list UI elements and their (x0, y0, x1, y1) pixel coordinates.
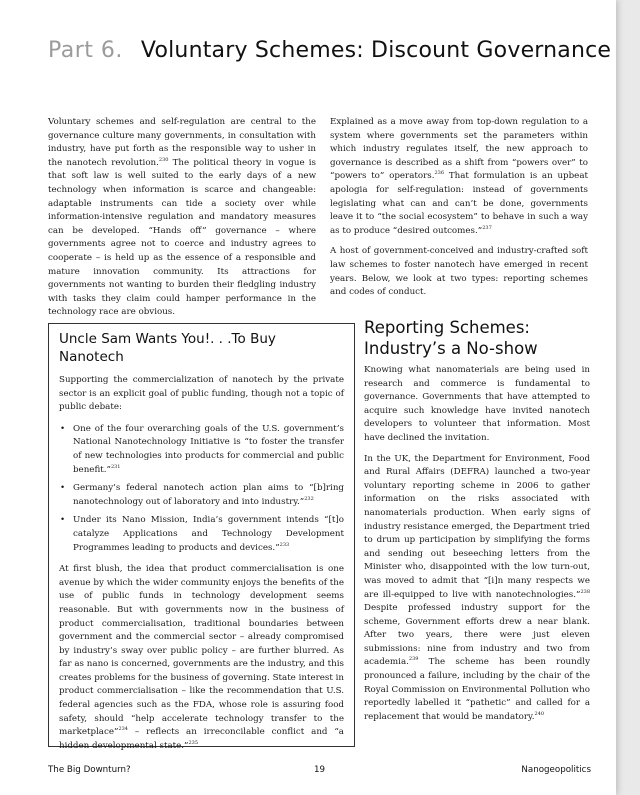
part-number: Part 6. (48, 38, 123, 63)
footnote-ref: 238 (580, 588, 590, 595)
list-item: • One of the four overarching goals of the U.S. government’s National Nanotechnology Initiative is “to foster the transfer of new technologies into products for commercial and public benefit.”$^{231}$ (60, 423, 344, 475)
footnote-ref: 237 (482, 224, 492, 231)
body-paragraph: In the UK, the Department for Environment, Food and Rural Affairs (DEFRA) launched a two-year voluntary reporting scheme in 2006 to gather information on the risks associated with nanomaterials production. When early signs of industry resistance emerged, the Department tried to drum up participation by simplifying the forms and sending out beseeching letters from the Minister who, disappointed with the low turn-out, was moved to admit that “[i]n many respects we are ill-equipped to live with nanotechnologies.”$^{238}$ Despite professed industry support for the scheme, Government efforts drew a near blank. After two years, there were just eleven submissions: nine from industry and two from academia.$^{239}$ The scheme has been roundly pronounced a failure, including by the chair of the Royal Commission on Environmental Pollution who reportedly labelled it “pathetic” and called for a replacement that would be mandatory.$^{240}$ (364, 453, 590, 722)
intro-right-column (330, 116, 588, 307)
footer-book-title: The Big Downturn? (48, 765, 131, 775)
footnote-ref: 230 (158, 156, 169, 163)
footnote-ref: 234 (118, 726, 128, 733)
footnote-ref: 235 (188, 739, 199, 746)
list-item: • Germany’s federal nanotech action plan aims to “[b]ring nanotechnology out of laboratory and into industry.”$^{232}$ (60, 483, 344, 507)
sidebar-box (48, 323, 355, 751)
intro-paragraph: Explained as a move away from top-down regulation to a system where governments set the parameters within which industry regulates itself, the new approach to governance is described as a shift from “powers over” to “powers to” operators.$^{236}$ That formulation is an upbeat apologia for self-regulation: instead of governments legislating what can and can’t be done, governments leave it to “the social ecosystem” to behave in such a way as to produce “desired outcomes.”$^{237}$ (330, 117, 588, 236)
footnote-ref: 231 (110, 463, 121, 470)
bullet-icon: • (60, 515, 66, 526)
intro-paragraph: Voluntary schemes and self-regulation are central to the governance culture many governments, in consultation with industry, have put forth as the responsible way to usher in the nanotech revolution.$^{230}$ The political theory in vogue is that soft law is well suited to the early days of a new technology when information is scarce and changeable: adaptable instruments can tide a society over while information-intensive regulation and mandatory measures can be developed. “Hands off” governance – where governments agree not to coerce and industry agrees to cooperate – is held up as the essence of a responsible and mature innovation community. Its attractions for governments not wanting to burden their fledgling industry with tasks they claim could hamper performance in the technology race are obvious. (48, 117, 317, 318)
footnote-ref: 236 (434, 170, 445, 177)
body-paragraph: Knowing what nanomaterials are being used in research and commerce is fundamental to governance. Governments that have attempted to acquire such knowledge have invited nanotech developers to volunteer that information. Most have declined the invitation. (364, 365, 590, 443)
list-item: • Under its Nano Mission, India’s government intends “[t]o catalyze Applications and Technology Development Programmes leading to products and devices.”$^{233}$ (60, 515, 344, 553)
footnote-ref: 232 (304, 495, 314, 502)
section-heading: Reporting Schemes: Industry’s a No-show (364, 318, 538, 358)
footer-publication: Nanogeopolitics (521, 765, 591, 775)
box-closing: At first blush, the idea that product commercialisation is one avenue by which the wider community enjoys the benefits of the use of public funds in technology development seems reasonable. But with governments now in the business of product commercialisation, traditional boundaries between government and the commercial sector – already compromised by industry’s sway over public policy – are further blurred. As far as nano is concerned, governments are the industry, and this creates problems for the business of governing. State interest in product commercialisation – like the recommendation that U.S. federal agencies such as the FDA, whose role is assuring food safety, should “help accelerate technology transfer to the marketplace”$^{234}$ – reflects an irreconcilable conflict and “a hidden developmental state.”$^{235}$ (59, 564, 344, 751)
page-footer (48, 765, 591, 779)
bullet-list (59, 423, 344, 555)
reporting-column (364, 364, 590, 731)
footnote-ref: 240 (534, 710, 545, 717)
bullet-icon: • (60, 483, 66, 494)
intro-left-column (48, 116, 316, 327)
page-number: 19 (314, 765, 326, 775)
bullet-icon: • (60, 423, 66, 434)
box-intro: Supporting the commercialization of nanotech by the private sector is an explicit goal of public funding, though not a topic of public debate: (59, 375, 344, 413)
footnote-ref: 239 (408, 656, 419, 663)
box-title: Uncle Sam Wants You!. . .To Buy Nanotech (59, 331, 276, 365)
chapter-title: Voluntary Schemes: Discount Governance (140, 38, 612, 63)
intro-paragraph: A host of government-conceived and industry-crafted soft law schemes to foster nanotech have emerged in recent years. Below, we look at two types: reporting schemes and codes of conduct. (330, 246, 588, 298)
page-title (48, 36, 612, 66)
footnote-ref: 233 (279, 541, 290, 548)
